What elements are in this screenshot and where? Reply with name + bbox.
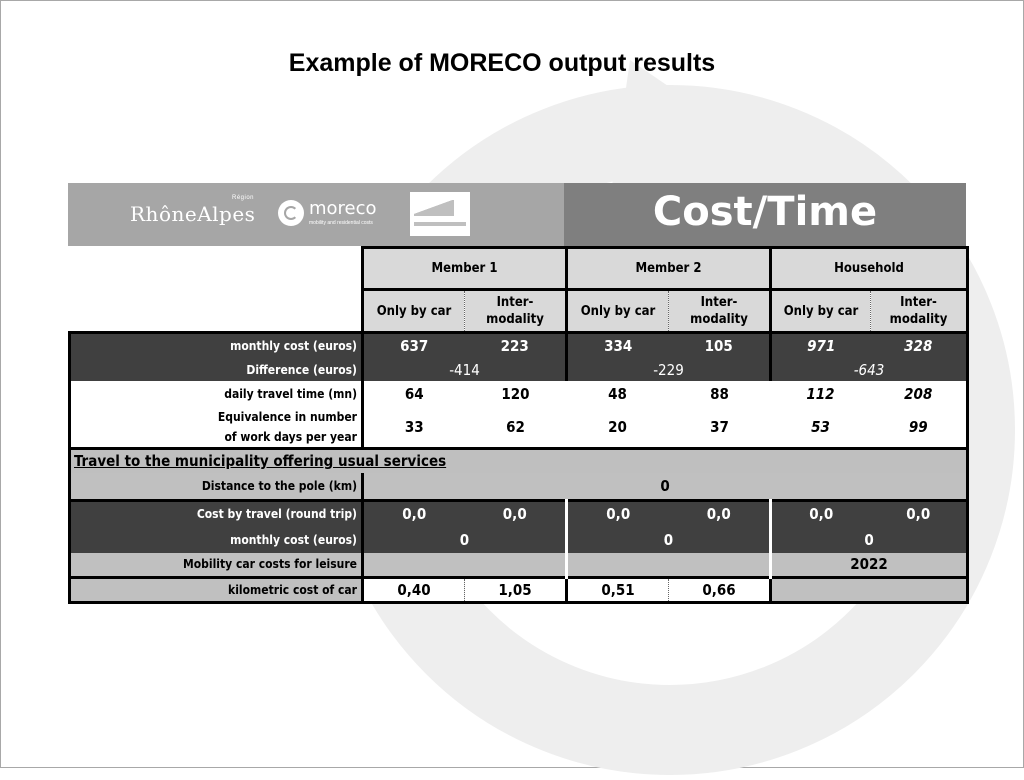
cell-value: 0,66 xyxy=(669,578,771,603)
header-row-modes xyxy=(70,290,968,333)
row-label: Mobility car costs for leisure xyxy=(70,553,363,578)
row-difference xyxy=(70,359,968,381)
slide-title: Example of MORECO output results xyxy=(288,49,716,77)
row-label: Distance to the pole (km) xyxy=(70,473,363,501)
row-cost-by-travel xyxy=(70,501,968,527)
header-row-groups xyxy=(70,248,968,290)
row-label: kilometric cost of car xyxy=(70,578,363,603)
row-equivalence-work-days xyxy=(70,407,968,449)
header-intermodality xyxy=(465,290,567,333)
header-inter-text: Inter- xyxy=(700,295,738,310)
logos-area xyxy=(68,183,564,246)
header-modality-text: modality xyxy=(690,312,748,327)
cell-value: 0,51 xyxy=(567,578,669,603)
cell-value: 0,0 xyxy=(363,501,465,527)
header-only-by-car: Only by car xyxy=(567,290,669,333)
rhone-alpes-logo-small: Région xyxy=(232,195,255,201)
row-label xyxy=(70,407,363,449)
header-inter-text: Inter- xyxy=(900,295,937,310)
cell-value: 0,40 xyxy=(363,578,465,603)
row-label: monthly cost (euros) xyxy=(70,527,363,553)
cell-value: 2022 xyxy=(771,553,968,578)
cell-value: 62 xyxy=(465,407,567,449)
rhone-alpes-logo-text: RhôneAlpes xyxy=(130,202,256,226)
cell-value: 64 xyxy=(363,381,465,407)
row-label: daily travel time (mn) xyxy=(70,381,363,407)
cell-value: 0,0 xyxy=(669,501,771,527)
moreco-logo-icon xyxy=(278,200,304,226)
cell-value: 0 xyxy=(567,527,771,553)
cell-empty xyxy=(363,553,567,578)
cell-value: 33 xyxy=(363,407,465,449)
row-monthly-cost-services xyxy=(70,527,968,553)
header-only-by-car: Only by car xyxy=(771,290,871,333)
results-table xyxy=(68,246,969,604)
cell-empty xyxy=(567,553,771,578)
cell-empty xyxy=(771,578,968,603)
header-member-2: Member 2 xyxy=(567,248,771,290)
cell-value: 334 xyxy=(567,333,669,359)
cell-value: 971 xyxy=(771,333,871,359)
cell-value: 20 xyxy=(567,407,669,449)
title-area xyxy=(564,183,966,246)
header-intermodality xyxy=(669,290,771,333)
header-modality-text: modality xyxy=(486,312,544,327)
cell-value: 0,0 xyxy=(871,501,968,527)
row-section-title xyxy=(70,449,968,473)
cell-value: 0 xyxy=(363,527,567,553)
header-only-by-car: Only by car xyxy=(363,290,465,333)
cell-value: 112 xyxy=(771,381,871,407)
cell-value: 37 xyxy=(669,407,771,449)
row-monthly-cost xyxy=(70,333,968,359)
cell-value: 1,05 xyxy=(465,578,567,603)
cell-value: 223 xyxy=(465,333,567,359)
cell-value: 120 xyxy=(465,381,567,407)
row-kilometric-cost xyxy=(70,578,968,603)
row-label-line-2: of work days per year xyxy=(224,429,357,444)
table-banner xyxy=(68,183,966,246)
cell-value: 105 xyxy=(669,333,771,359)
cell-value: 0,0 xyxy=(567,501,669,527)
header-blank xyxy=(70,248,363,290)
section-title: Travel to the municipality offering usual services xyxy=(70,449,968,473)
cell-value: 99 xyxy=(871,407,968,449)
moreco-logo-subtext: mobility and residential costs xyxy=(309,220,373,226)
cell-value: 0,0 xyxy=(465,501,567,527)
cell-value: 637 xyxy=(363,333,465,359)
alpine-logo-icon xyxy=(410,192,470,236)
header-household: Household xyxy=(771,248,968,290)
header-inter-text: Inter- xyxy=(496,295,534,310)
header-member-1: Member 1 xyxy=(363,248,567,290)
row-daily-travel-time xyxy=(70,381,968,407)
row-distance-to-pole xyxy=(70,473,968,501)
cell-value: 0 xyxy=(771,527,968,553)
header-intermodality xyxy=(871,290,968,333)
row-label: Cost by travel (round trip) xyxy=(70,501,363,527)
cell-value: 208 xyxy=(871,381,968,407)
cell-value: 48 xyxy=(567,381,669,407)
cell-value: 0 xyxy=(363,473,968,501)
cell-value: -643 xyxy=(771,359,968,381)
row-leisure-costs xyxy=(70,553,968,578)
cell-value: 88 xyxy=(669,381,771,407)
header-modality-text: modality xyxy=(889,312,948,327)
banner-title: Cost/Time xyxy=(652,189,878,235)
cell-value: -229 xyxy=(567,359,771,381)
moreco-logo-text: moreco xyxy=(309,198,377,219)
cell-value: 0,0 xyxy=(771,501,871,527)
cell-value: -414 xyxy=(363,359,567,381)
row-label: Difference (euros) xyxy=(70,359,363,381)
row-label-line-1: Equivalence in number xyxy=(217,409,357,424)
header-blank-2 xyxy=(70,290,363,333)
cell-value: 53 xyxy=(771,407,871,449)
rhone-alpes-logo xyxy=(130,195,256,226)
cell-value: 328 xyxy=(871,333,968,359)
row-label: monthly cost (euros) xyxy=(70,333,363,359)
